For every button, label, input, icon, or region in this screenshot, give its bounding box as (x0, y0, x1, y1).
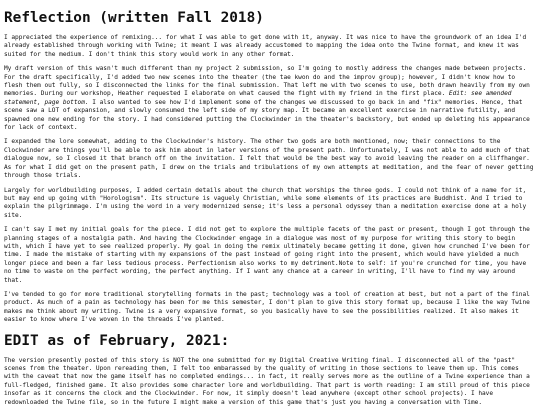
paragraph-goals: I can't say I met my initial goals for the piece. I did not get to explore the multiple facets of the past or present, though I got through the planning stages of a nostalgia path. And having the Clockwinder engage in a dialogue was most of my purpose for writing this story to begin with, which I have yet to see realized properly. My goal in doing the remix ultimately became getting it done, given how crunched I've been for time. I made the mistake of starting with my expansions of the past instead of going right into the present, which would have yielded a much longer piece and been a far less tedious process. Perfectionism also works to my detriment.Note to self: if you're crunched for time, you have no time to waste on the perfect wording, the perfect anything. If I want any chance at a career in writing, I'll have to find my way around that. (4, 226, 530, 284)
paragraph-draft-version (4, 65, 536, 132)
section-heading-reflection: Reflection (written Fall 2018) (4, 10, 264, 26)
paragraph-draft-text-a: My draft version of this wasn't much different than my project 2 submission, so I'm going to mostly address the changes made between projects. For the draft specifically, I'd added two new scenes into the theater (the tae kwon do and the improv group); however, I didn't know how to flesh them out fully, so I disconnected the links for the final submission. That left me with two scenes to use, both drawn heavily from my own memories. During our workshop, Heather requested I elaborate on what caused the fight with my friend in the first place. (4, 65, 530, 98)
paragraph-lore: I expanded the lore somewhat, adding to the Clockwinder's history. The other two gods are both mentioned, now; their connections to the Clockwinder are things you'll be able to ask him about in later versions of the present path. Unfortunately, I was not able to add much of that dialogue now, so I closed it that branch off on the invitation. I felt that would be the best way to avoid leaving the reader on a cliffhanger. As for what I did get on the present path, I drew on the trials and tribulations of my own attempts at meditation, and the fear of never getting through those trials. (4, 138, 534, 180)
section-heading-edit: EDIT as of February, 2021: (4, 332, 230, 349)
paragraph-edit-version: The version presently posted of this story is NOT the one submitted for my Digital Creative Writing final. I disconnected all of the "past" scenes from the theater. Upon rereading them, I felt too embarassed by the quality of writing in those sections to leave them up. This comes with the caveat that now the game itself has no completed endings... in fact, it really serves more as the outline of a Twine experience than a full-fledged, finished game. It also provides some character lore and worldbuilding. That part is worth reading: I am still proud of this piece insofar as it concerns the clock and the Clockwinder. For now, it simply doesn't lead anywhere (except other school projects). I have redownloaded the Twine file, so in the future I might make a version of this game that's just you having a conversation with Time. (4, 356, 530, 406)
paragraph-formats: I've tended to go for more traditional storytelling formats in the past; technology was a tool of creation at best, but not a part of the final product. As much of a pain as technology has been for me this semester, I don't plan to give this story format up, because I like the way Twine makes me think about my writing. Twine is a very expansive format, so you basically have to see the possibilities realized. It also makes it easier to know where I've woven in the threads I've planted. (4, 290, 530, 324)
paragraph-worldbuilding: Largely for worldbuilding purposes, I added certain details about the church that worships the three gods. I could not think of a name for it, but may end up going with "Horologism". Its structure is vaguely Christian, while some elements of its practices are Buddhist. And I tried to explain the pilgrimmage. I'm using the word in a very modernized sense; it's less a personal odyssey than a meditation exercise done at a holy site. (4, 186, 527, 219)
edit-note: Edit: see amended statement, page bottom. (4, 90, 512, 106)
paragraph-remixing: I appreciated the experience of remixing... for what I was able to get done with it, anyway. It was nice to have the groundwork of an idea I'd already established through working with Twine; it meant I was already accustomed to mapping the idea onto the Twine format, and knew it was suited for the medium. I don't think this story would work in any other format. (4, 34, 527, 58)
paragraph-draft-text-c: I also wanted to see how I'd implement some of the changes we discussed to go back in and "fix" memories. Hence, that scene saw a LOT of expansion, and slowly consumed the left side of my story map. It became an excellent exercise in narrative futility, and spawned one new ending for the story. I had considered putting the Clockwinder in the theater's backstory, but ended up deleting his appearance for lack of context. (4, 98, 530, 132)
